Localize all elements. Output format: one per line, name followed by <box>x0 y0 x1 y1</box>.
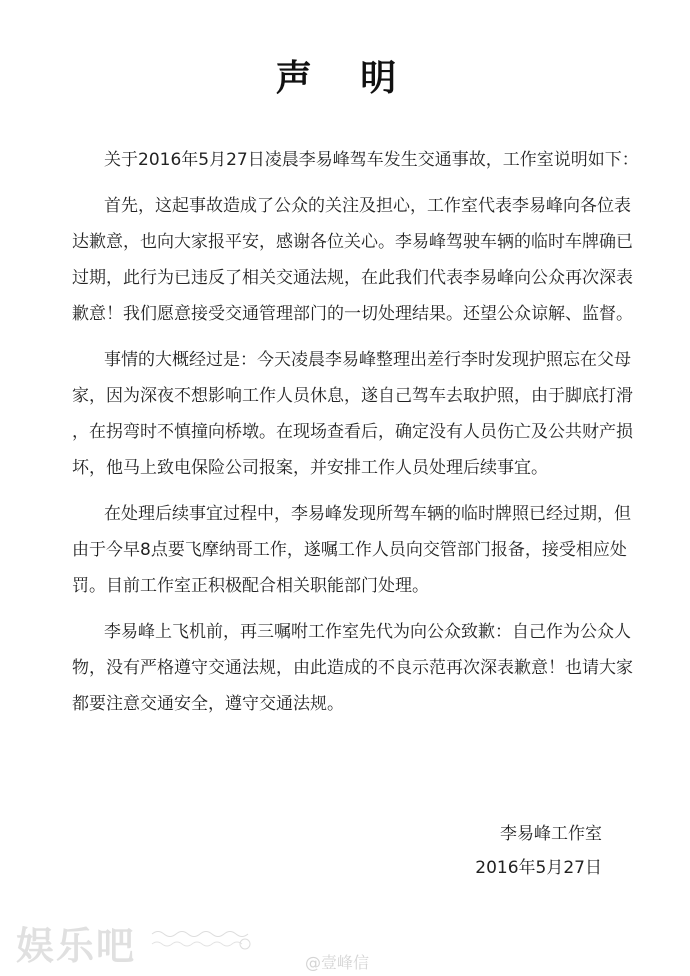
watermark-decoration <box>150 928 260 950</box>
body-line: 李易峰上飞机前，再三嘱咐工作室先代为向公众致歉：自己作为公众人 <box>104 622 631 642</box>
body-line: 过期，此行为已违反了相关交通法规，在此我们代表李易峰向公众再次深表 <box>72 268 633 288</box>
body-line: 物，没有严格遵守交通法规，由此造成的不良示范再次深表歉意！也请大家 <box>72 658 633 678</box>
body-line: 在处理后续事宜过程中，李易峰发现所驾车辆的临时牌照已经过期，但 <box>104 504 631 524</box>
page-title: 声 明 <box>275 58 415 99</box>
body-line: 由于今早8点要飞摩纳哥工作，遂嘱工作人员向交管部门报备，接受相应处 <box>72 540 627 560</box>
body-line: 事情的大概经过是：今天凌晨李易峰整理出差行李时发现护照忘在父母 <box>104 350 631 370</box>
body-line: 都要注意交通安全，遵守交通法规。 <box>72 694 344 714</box>
body-line: 罚。目前工作室正积极配合相关职能部门处理。 <box>72 576 429 596</box>
body-line: 歉意！我们愿意接受交通管理部门的一切处理结果。还望公众谅解、监督。 <box>72 304 633 324</box>
signature-name: 李易峰工作室 <box>500 824 602 844</box>
body-line: 家，因为深夜不想影响工作人员休息，遂自己驾车去取护照，由于脚底打滑 <box>72 386 633 406</box>
watermark-logo: 娱乐吧 <box>16 923 137 968</box>
body-line: ，在拐弯时不慎撞向桥墩。在现场查看后，确定没有人员伤亡及公共财产损 <box>72 422 633 442</box>
body-line: 达歉意，也向大家报平安，感谢各位关心。李易峰驾驶车辆的临时车牌确已 <box>72 232 633 252</box>
watermark-squiggle-icon <box>150 928 260 950</box>
watermark-handle: @壹峰信 <box>305 953 370 972</box>
signature-date: 2016年5月27日 <box>475 858 602 878</box>
body-line: 坏，他马上致电保险公司报案，并安排工作人员处理后续事宜。 <box>72 458 548 478</box>
body-line: 首先，这起事故造成了公众的关注及担心，工作室代表李易峰向各位表 <box>104 196 631 216</box>
body-line: 关于2016年5月27日凌晨李易峰驾车发生交通事故，工作室说明如下： <box>104 150 639 170</box>
